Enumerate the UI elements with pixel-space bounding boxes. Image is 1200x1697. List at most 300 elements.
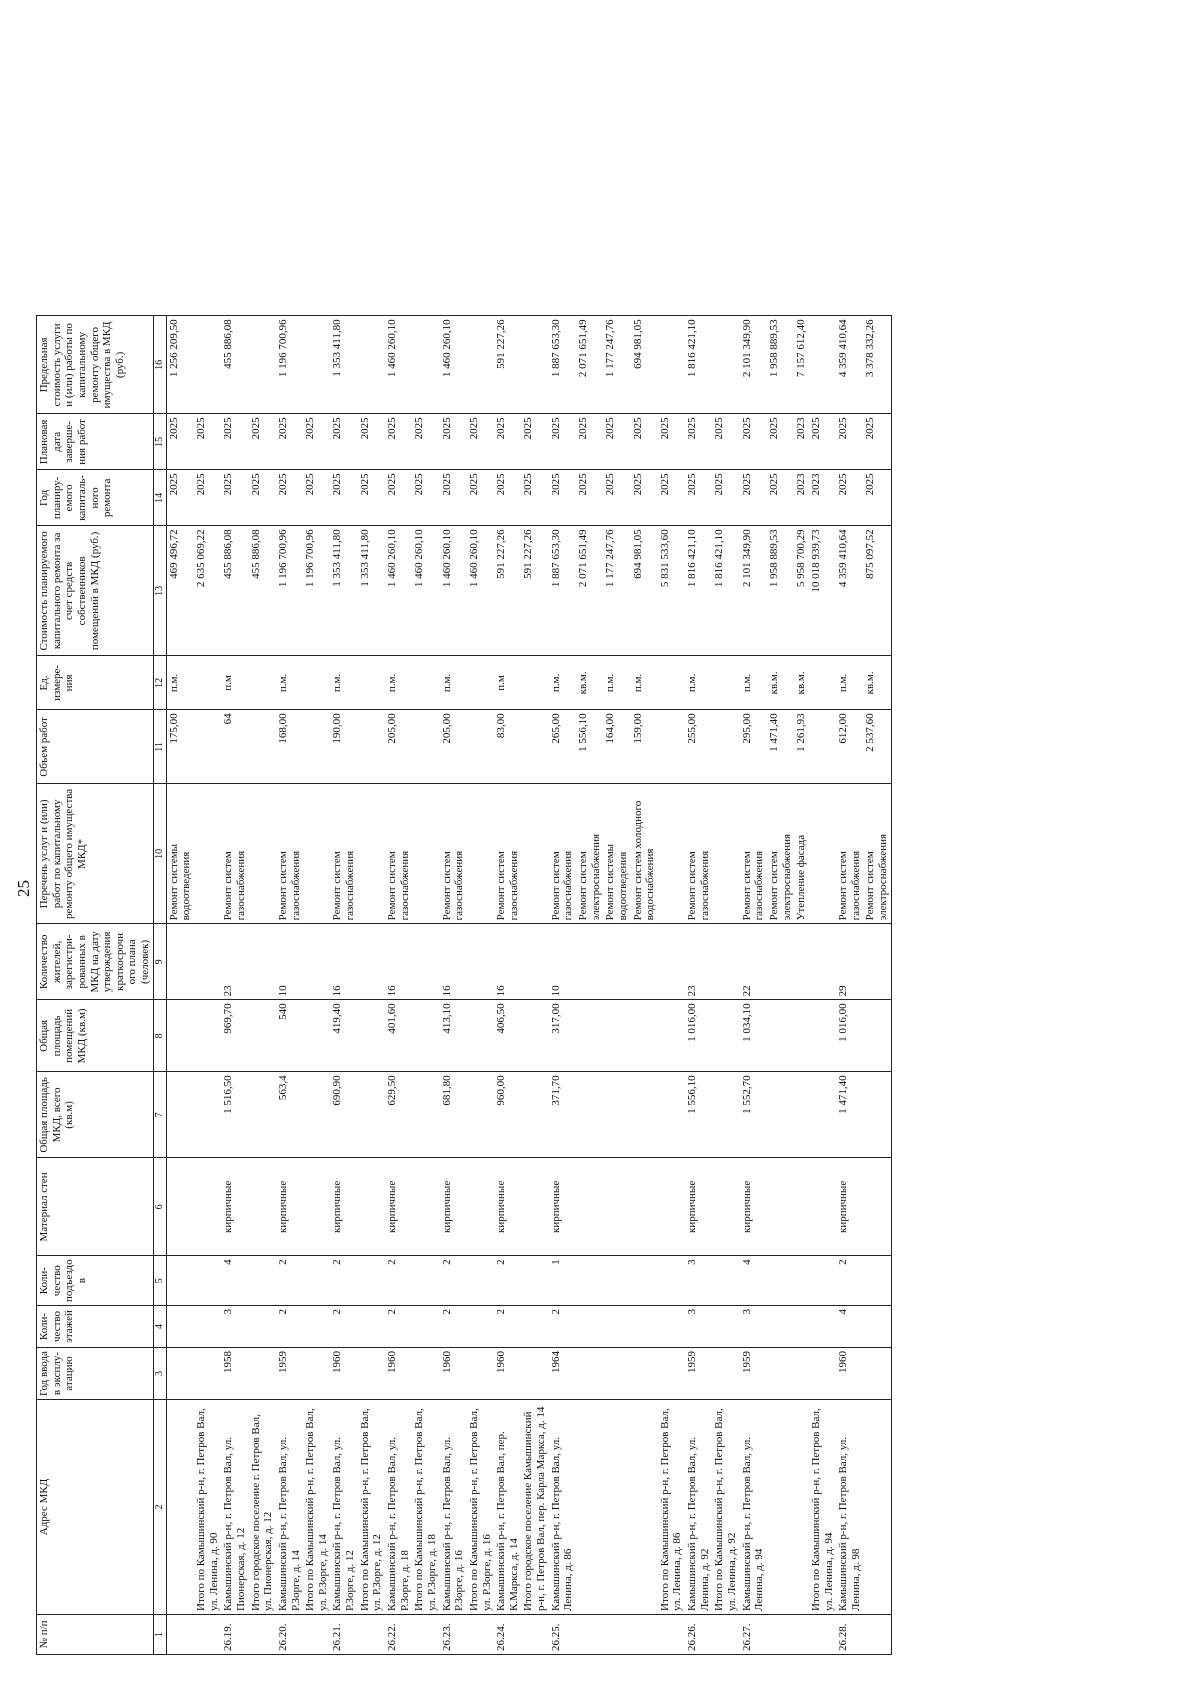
table-cell: 159,00 xyxy=(631,710,658,784)
table-cell: 1 034,10 xyxy=(740,1000,767,1072)
table-cell xyxy=(863,1256,891,1306)
table-cell: 1 353 411,80 xyxy=(330,316,357,414)
table-cell: Камышинский р-н, г. Петров Вал, ул. Ленина, д. 94 xyxy=(740,1400,767,1615)
column-header: Плановая дата заверше-ния работ xyxy=(37,414,154,470)
table-row xyxy=(712,316,739,1655)
table-cell: 2025 xyxy=(249,470,276,526)
table-cell: 2025 xyxy=(549,414,576,470)
table-cell: 2 xyxy=(385,1306,412,1348)
table-cell xyxy=(767,1348,794,1400)
column-number: 7 xyxy=(153,1072,166,1158)
table-cell: 205,00 xyxy=(385,710,412,784)
table-cell: 16 xyxy=(440,924,467,1000)
table-cell: 1 196 700,96 xyxy=(276,316,303,414)
table-cell: 26.27. xyxy=(740,1615,767,1655)
table-cell xyxy=(794,1400,809,1615)
column-header: Ед. измере-ния xyxy=(37,656,154,710)
table-cell: Ремонт систем газоснабжения xyxy=(440,784,467,924)
table-cell: 1 471,40 xyxy=(836,1072,863,1158)
table-cell: 2023 xyxy=(794,470,809,526)
table-cell xyxy=(194,316,221,414)
table-cell: 2025 xyxy=(412,414,439,470)
table-cell: 2025 xyxy=(194,470,221,526)
table-cell: 1 887 653,30 xyxy=(549,316,576,414)
table-cell xyxy=(603,1072,630,1158)
column-header: Год ввода в эксплу-атацию xyxy=(37,1348,154,1400)
table-cell xyxy=(658,924,685,1000)
table-cell: 2 xyxy=(494,1256,521,1306)
table-cell xyxy=(809,784,836,924)
table-cell xyxy=(809,924,836,1000)
table-cell: Итого по Камышинский р-н, г. Петров Вал, ул. Ленина, д. 92 xyxy=(712,1400,739,1615)
table-cell xyxy=(412,1158,439,1256)
table-cell: 4 359 410,64 xyxy=(836,316,863,414)
table-cell: п.м. xyxy=(276,656,303,710)
table-cell: 2025 xyxy=(385,414,412,470)
table-cell: 1960 xyxy=(836,1348,863,1400)
table-cell: 3 xyxy=(685,1256,712,1306)
table-cell: Итого городское поселение Камышинский р-н, г. Петров Вал, пер. Карла Маркса, д. 14 xyxy=(521,1400,548,1615)
table-cell xyxy=(412,924,439,1000)
table-cell: Ремонт системы водоотведения xyxy=(166,784,194,924)
table-cell: 2 xyxy=(330,1306,357,1348)
table-cell xyxy=(358,1348,385,1400)
table-cell: 591 227,26 xyxy=(494,316,521,414)
table-cell: 2025 xyxy=(603,470,630,526)
table-cell xyxy=(767,924,794,1000)
table-cell xyxy=(631,1615,658,1655)
table-cell: 2025 xyxy=(166,414,194,470)
table-cell xyxy=(166,1400,194,1615)
table-row xyxy=(794,316,809,1655)
table-cell xyxy=(194,1072,221,1158)
table-cell xyxy=(712,924,739,1000)
table-cell: 5 958 700,29 xyxy=(794,526,809,656)
table-cell: 1 177 247,76 xyxy=(603,316,630,414)
table-cell xyxy=(249,1072,276,1158)
table-row xyxy=(549,316,576,1655)
table-cell xyxy=(712,1348,739,1400)
table-cell: 205,00 xyxy=(440,710,467,784)
table-cell xyxy=(358,924,385,1000)
table-cell: 2025 xyxy=(440,414,467,470)
table-cell: 2025 xyxy=(221,414,248,470)
table-cell xyxy=(809,1072,836,1158)
column-number: 14 xyxy=(153,470,166,526)
column-number: 6 xyxy=(153,1158,166,1256)
table-cell: 2025 xyxy=(712,470,739,526)
table-cell xyxy=(358,1615,385,1655)
table-cell xyxy=(794,1158,809,1256)
table-cell xyxy=(194,1000,221,1072)
table-cell: 2025 xyxy=(809,414,836,470)
table-cell: 2025 xyxy=(303,470,330,526)
table-cell: 681,80 xyxy=(440,1072,467,1158)
table-cell xyxy=(658,1306,685,1348)
table-cell: 1960 xyxy=(385,1348,412,1400)
table-cell: 1 816 421,10 xyxy=(712,526,739,656)
table-cell: 2025 xyxy=(685,470,712,526)
table-cell: 2025 xyxy=(603,414,630,470)
table-cell xyxy=(809,656,836,710)
table-cell: 2025 xyxy=(276,414,303,470)
table-cell: Итого по Камышинский р-н, г. Петров Вал, ул. Р.Зорге, д. 18 xyxy=(412,1400,439,1615)
table-row xyxy=(249,316,276,1655)
table-cell xyxy=(631,1000,658,1072)
table-cell xyxy=(467,316,494,414)
table-cell: Ремонт систем газоснабжения xyxy=(740,784,767,924)
column-number: 1 xyxy=(153,1615,166,1655)
table-cell xyxy=(412,784,439,924)
table-cell xyxy=(863,1158,891,1256)
table-cell xyxy=(576,1306,603,1348)
column-number: 10 xyxy=(153,784,166,924)
table-cell xyxy=(303,1615,330,1655)
table-cell xyxy=(712,1000,739,1072)
table-cell: Ремонт систем газоснабжения xyxy=(385,784,412,924)
table-cell: кв.м. xyxy=(794,656,809,710)
table-cell: 1960 xyxy=(494,1348,521,1400)
table-cell xyxy=(412,316,439,414)
table-cell: 2025 xyxy=(412,470,439,526)
table-cell: п.м. xyxy=(385,656,412,710)
table-cell: 26.23. xyxy=(440,1615,467,1655)
table-cell xyxy=(603,1158,630,1256)
column-header: Год планиру-емого капиталь-ного ремонта xyxy=(37,470,154,526)
table-cell xyxy=(467,784,494,924)
table-cell: 875 097,52 xyxy=(863,526,891,656)
table-cell xyxy=(767,1400,794,1615)
table-cell xyxy=(767,1000,794,1072)
table-cell: 26.26. xyxy=(685,1615,712,1655)
table-cell: 1 196 700,96 xyxy=(303,526,330,656)
table-cell xyxy=(467,1000,494,1072)
table-cell: Итого по Камышинский р-н, г. Петров Вал, ул. Р.Зорге, д. 16 xyxy=(467,1400,494,1615)
table-cell: 1958 xyxy=(221,1348,248,1400)
table-cell xyxy=(767,1615,794,1655)
table-cell xyxy=(194,1256,221,1306)
table-cell xyxy=(194,1158,221,1256)
table-cell xyxy=(303,710,330,784)
table-cell xyxy=(166,924,194,1000)
table-cell: 694 981,05 xyxy=(631,316,658,414)
table-cell: 2 101 349,90 xyxy=(740,526,767,656)
table-cell: 2025 xyxy=(440,470,467,526)
table-cell xyxy=(576,924,603,1000)
table-cell xyxy=(412,1000,439,1072)
table-cell: 4 xyxy=(836,1306,863,1348)
table-cell xyxy=(767,1158,794,1256)
table-cell xyxy=(358,1000,385,1072)
table-cell xyxy=(521,1306,548,1348)
table-cell xyxy=(194,710,221,784)
table-cell xyxy=(603,1306,630,1348)
table-cell: кирпичные xyxy=(494,1158,521,1256)
table-cell: 7 157 612,40 xyxy=(794,316,809,414)
table-cell: кирпичные xyxy=(276,1158,303,1256)
table-row xyxy=(194,316,221,1655)
table-cell: 1 460 260,10 xyxy=(440,526,467,656)
table-cell: 2 xyxy=(836,1256,863,1306)
table-cell xyxy=(863,1306,891,1348)
table-cell xyxy=(166,1615,194,1655)
table-cell xyxy=(712,1158,739,1256)
table-cell: 1 353 411,80 xyxy=(358,526,385,656)
table-row xyxy=(658,316,685,1655)
table-cell xyxy=(863,924,891,1000)
table-cell: 26.20. xyxy=(276,1615,303,1655)
table-cell: 1959 xyxy=(685,1348,712,1400)
table-cell xyxy=(794,924,809,1000)
table-cell xyxy=(467,1348,494,1400)
table-cell: 1959 xyxy=(276,1348,303,1400)
column-number: 4 xyxy=(153,1306,166,1348)
table-cell xyxy=(712,710,739,784)
table-cell xyxy=(521,1348,548,1400)
table-cell: 2025 xyxy=(767,470,794,526)
table-cell: 2025 xyxy=(863,470,891,526)
table-cell: 2025 xyxy=(631,470,658,526)
table-row xyxy=(412,316,439,1655)
table-cell xyxy=(658,1348,685,1400)
table-row xyxy=(521,316,548,1655)
table-cell: 16 xyxy=(385,924,412,1000)
table-cell xyxy=(809,316,836,414)
table-row xyxy=(166,316,194,1655)
table-cell xyxy=(712,1072,739,1158)
table-cell xyxy=(712,784,739,924)
table-cell: Утепление фасада xyxy=(794,784,809,924)
table-cell xyxy=(194,656,221,710)
column-number: 9 xyxy=(153,924,166,1000)
table-cell: 371,70 xyxy=(549,1072,576,1158)
table-cell xyxy=(249,316,276,414)
table-cell xyxy=(249,1348,276,1400)
table-cell: 419,40 xyxy=(330,1000,357,1072)
table-cell: 1 261,93 xyxy=(794,710,809,784)
table-cell: Ремонт систем газоснабжения xyxy=(494,784,521,924)
table-cell: 26.24. xyxy=(494,1615,521,1655)
header-row xyxy=(37,316,154,1655)
table-cell xyxy=(603,1256,630,1306)
table-cell: 2025 xyxy=(358,414,385,470)
table-cell: Ремонт системы водоотведения xyxy=(603,784,630,924)
table-cell xyxy=(521,316,548,414)
table-cell xyxy=(631,1158,658,1256)
table-cell xyxy=(767,1072,794,1158)
table-cell: п.м. xyxy=(631,656,658,710)
table-cell xyxy=(358,1158,385,1256)
table-cell: 2025 xyxy=(166,470,194,526)
table-cell: кв.м. xyxy=(863,656,891,710)
table-cell xyxy=(809,1000,836,1072)
table-cell: п.м. xyxy=(440,656,467,710)
table-cell: 4 xyxy=(740,1256,767,1306)
table-cell: 401,60 xyxy=(385,1000,412,1072)
column-number: 13 xyxy=(153,526,166,656)
table-cell: 2025 xyxy=(221,470,248,526)
table-cell: 2023 xyxy=(794,414,809,470)
table-cell: Итого по Камышинский р-н, г. Петров Вал, ул. Ленина, д. 94 xyxy=(809,1400,836,1615)
table-cell: Ремонт систем газоснабжения xyxy=(330,784,357,924)
table-cell xyxy=(658,1000,685,1072)
column-number: 12 xyxy=(153,656,166,710)
table-cell: 2 xyxy=(440,1256,467,1306)
table-cell xyxy=(249,1306,276,1348)
table-cell xyxy=(794,1256,809,1306)
table-cell: 2 101 349,90 xyxy=(740,316,767,414)
table-cell: п.м. xyxy=(603,656,630,710)
table-cell: 2025 xyxy=(658,414,685,470)
table-cell xyxy=(809,1158,836,1256)
table-cell xyxy=(521,1158,548,1256)
table-cell xyxy=(576,1072,603,1158)
table-cell: 2025 xyxy=(467,470,494,526)
table-row xyxy=(221,316,248,1655)
table-cell: п.м. xyxy=(740,656,767,710)
table-cell: 2025 xyxy=(712,414,739,470)
table-cell xyxy=(249,710,276,784)
table-cell: 2025 xyxy=(358,470,385,526)
table-cell: 1960 xyxy=(440,1348,467,1400)
table-cell: Камышинский р-н, г. Петров Вал, ул. Р.Зорге, д. 12 xyxy=(330,1400,357,1615)
table-cell: 1 552,70 xyxy=(740,1072,767,1158)
table-cell xyxy=(412,1256,439,1306)
table-cell xyxy=(166,1306,194,1348)
table-cell: Камышинский р-н, г. Петров Вал, ул. Р.Зорге, д. 14 xyxy=(276,1400,303,1615)
table-cell xyxy=(631,1348,658,1400)
table-cell xyxy=(303,1000,330,1072)
table-cell xyxy=(712,656,739,710)
table-cell: 1 460 260,10 xyxy=(440,316,467,414)
table-cell: 413,10 xyxy=(440,1000,467,1072)
table-cell: Ремонт систем газоснабжения xyxy=(549,784,576,924)
table-cell xyxy=(521,656,548,710)
table-cell: кирпичные xyxy=(740,1158,767,1256)
table-cell xyxy=(576,1000,603,1072)
table-cell xyxy=(521,1000,548,1072)
table-cell: Камышинский р-н, г. Петров Вал, пер. К.Маркса, д. 14 xyxy=(494,1400,521,1615)
table-row xyxy=(576,316,603,1655)
table-cell: 23 xyxy=(221,924,248,1000)
table-cell: 455 886,08 xyxy=(221,316,248,414)
table-cell: 10 018 939,73 xyxy=(809,526,836,656)
table-cell xyxy=(166,1348,194,1400)
column-number: 15 xyxy=(153,414,166,470)
table-cell: 2025 xyxy=(249,414,276,470)
table-cell: 2025 xyxy=(467,414,494,470)
table-cell xyxy=(249,1256,276,1306)
table-cell: Итого по Камышинский р-н, г. Петров Вал, ул. Р.Зорге, д. 12 xyxy=(358,1400,385,1615)
table-cell xyxy=(603,1348,630,1400)
table-row xyxy=(836,316,863,1655)
table-cell xyxy=(576,1400,603,1615)
column-header: Стоимость планируемого капитального ремонта за счет средств собственников помещений в МКД (руб.) xyxy=(37,526,154,656)
table-cell: 1 556,10 xyxy=(685,1072,712,1158)
column-number: 11 xyxy=(153,710,166,784)
table-cell xyxy=(809,1306,836,1348)
table-cell xyxy=(412,1072,439,1158)
table-row xyxy=(440,316,467,1655)
table-cell: 190,00 xyxy=(330,710,357,784)
table-cell xyxy=(166,1256,194,1306)
table-cell xyxy=(794,1615,809,1655)
table-cell: 2025 xyxy=(576,414,603,470)
column-header: Предельная стоимость услуги и (или) работы по капитальному ремонту общего имущества в МКД (руб.) xyxy=(37,316,154,414)
table-cell: 1 256 209,50 xyxy=(166,316,194,414)
table-cell: Ремонт систем электроснабжения xyxy=(576,784,603,924)
table-cell: кирпичные xyxy=(330,1158,357,1256)
table-cell xyxy=(863,1072,891,1158)
table-row xyxy=(767,316,794,1655)
table-cell xyxy=(631,1400,658,1615)
table-cell: Ремонт систем электроснабжения xyxy=(767,784,794,924)
table-cell: 2 xyxy=(549,1306,576,1348)
table-cell xyxy=(412,1306,439,1348)
column-number: 2 xyxy=(153,1400,166,1615)
table-cell: 265,00 xyxy=(549,710,576,784)
table-cell: 2 071 651,49 xyxy=(576,526,603,656)
table-cell xyxy=(631,1256,658,1306)
table-cell: 2025 xyxy=(303,414,330,470)
table-cell: 694 981,05 xyxy=(631,526,658,656)
table-cell xyxy=(631,1306,658,1348)
table-cell xyxy=(194,1306,221,1348)
table-cell: 2025 xyxy=(549,470,576,526)
table-cell xyxy=(712,1256,739,1306)
table-cell: Ремонт систем газоснабжения xyxy=(685,784,712,924)
table-cell: 2025 xyxy=(767,414,794,470)
table-cell xyxy=(658,710,685,784)
table-cell: 469 496,72 xyxy=(166,526,194,656)
table-cell: 1 471,40 xyxy=(767,710,794,784)
capital-repair-table xyxy=(36,315,892,1655)
table-row xyxy=(276,316,303,1655)
table-cell: кв.м. xyxy=(767,656,794,710)
table-cell xyxy=(712,1306,739,1348)
table-cell: Камышинский р-н, г. Петров Вал, ул. Ленина, д. 98 xyxy=(836,1400,863,1615)
column-header: Адрес МКД xyxy=(37,1400,154,1615)
table-cell: Ремонт систем газоснабжения xyxy=(221,784,248,924)
table-cell: Камышинский р-н, г. Петров Вал, ул. Пионерская, д. 12 xyxy=(221,1400,248,1615)
table-cell: 2025 xyxy=(863,414,891,470)
table-cell: 1 353 411,80 xyxy=(330,526,357,656)
table-cell: Ремонт систем газоснабжения xyxy=(836,784,863,924)
table-cell xyxy=(194,1348,221,1400)
table-cell: Ремонт систем электроснабжения xyxy=(863,784,891,924)
table-cell xyxy=(412,710,439,784)
table-cell: 26.21. xyxy=(330,1615,357,1655)
table-cell: 1 887 653,30 xyxy=(549,526,576,656)
table-cell xyxy=(303,924,330,1000)
table-cell: 591 227,26 xyxy=(494,526,521,656)
table-cell: 16 xyxy=(494,924,521,1000)
table-cell: Итого городское поселение г. Петров Вал, ул. Пионерская, д. 12 xyxy=(249,1400,276,1615)
table-cell: 1 958 889,53 xyxy=(767,526,794,656)
table-cell: 1964 xyxy=(549,1348,576,1400)
column-header: Объем работ xyxy=(37,710,154,784)
table-row xyxy=(330,316,357,1655)
table-cell: 1 460 260,10 xyxy=(385,526,412,656)
table-cell: кирпичные xyxy=(685,1158,712,1256)
table-cell: 2025 xyxy=(685,414,712,470)
table-cell: 690,90 xyxy=(330,1072,357,1158)
table-cell xyxy=(521,710,548,784)
table-cell: 23 xyxy=(685,924,712,1000)
table-cell xyxy=(576,1348,603,1400)
table-row xyxy=(863,316,891,1655)
table-cell xyxy=(358,710,385,784)
